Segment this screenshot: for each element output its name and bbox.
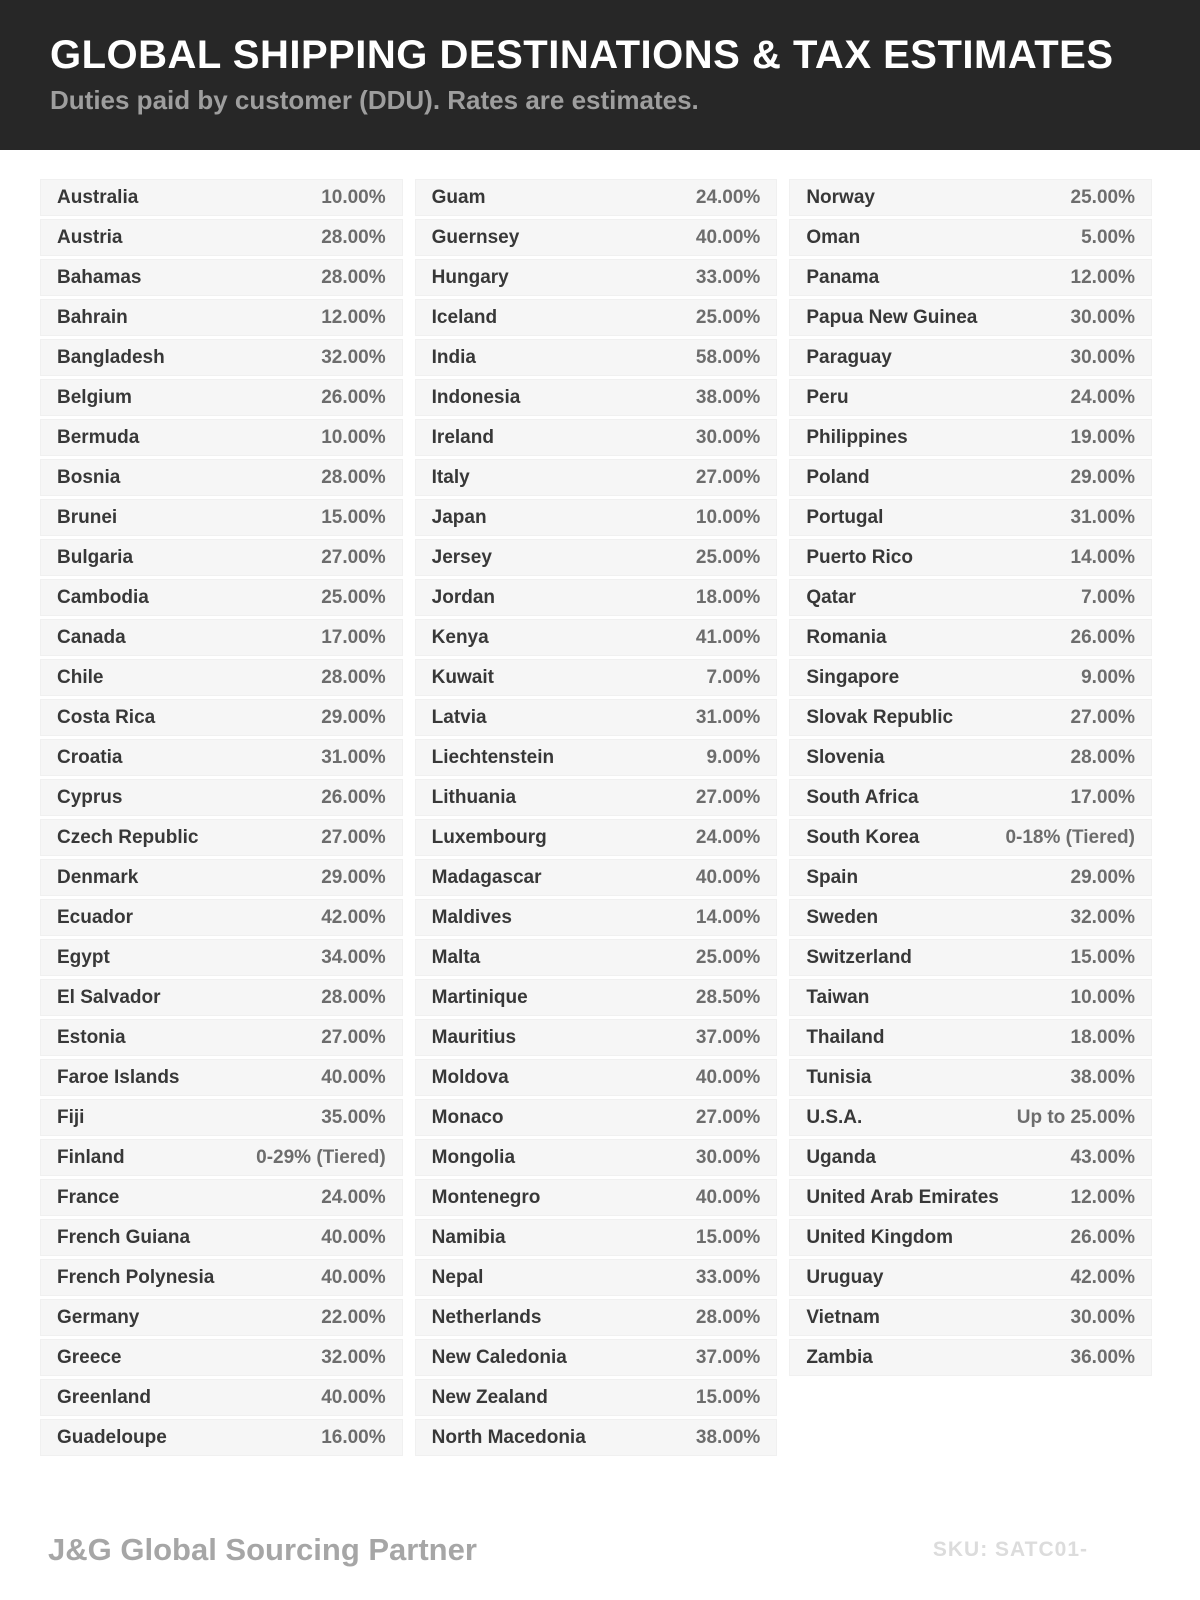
tax-rate: 7.00% (706, 666, 761, 688)
tax-rate: 40.00% (321, 1266, 386, 1288)
country-name: Brunei (57, 506, 118, 528)
tax-rate: 28.00% (695, 1306, 761, 1328)
country-name: French Guiana (57, 1226, 191, 1248)
country-name: North Macedonia (431, 1426, 586, 1448)
table-row (789, 979, 1152, 1016)
country-name: Guadeloupe (57, 1426, 167, 1448)
tax-rate: 43.00% (1070, 1146, 1135, 1168)
tax-rate: 40.00% (321, 1066, 386, 1088)
country-name: Monaco (431, 1106, 504, 1128)
country-name: Denmark (57, 866, 139, 888)
tax-rate: 30.00% (1070, 1306, 1135, 1328)
tax-rate: 27.00% (695, 1106, 761, 1128)
table-row (789, 219, 1152, 256)
table-row (40, 619, 403, 656)
tax-rate: 7.00% (1081, 586, 1135, 608)
country-name: Kenya (431, 626, 489, 648)
tax-rate: 33.00% (695, 1266, 761, 1288)
table-row (415, 1099, 778, 1136)
table-row (789, 899, 1152, 936)
table-row (415, 219, 778, 256)
tax-rate: 25.00% (695, 306, 761, 328)
country-name: Slovak Republic (806, 706, 954, 728)
table-row (415, 819, 778, 856)
table-row (40, 699, 403, 736)
country-name: Czech Republic (57, 826, 199, 848)
country-name: Panama (806, 266, 880, 288)
country-name: Nepal (431, 1266, 484, 1288)
tax-rate: 24.00% (1070, 386, 1135, 408)
tax-rate: 5.00% (1081, 226, 1135, 248)
tax-rate: 58.00% (695, 346, 761, 368)
tax-rate: 40.00% (695, 1066, 761, 1088)
tax-rate: 19.00% (1070, 426, 1135, 448)
tax-rate: 14.00% (695, 906, 761, 928)
country-name: Belgium (57, 386, 132, 408)
tax-rate: 42.00% (1070, 1266, 1135, 1288)
table-row (789, 859, 1152, 896)
table-row (415, 1419, 778, 1456)
country-name: Malta (431, 946, 481, 968)
country-name: Austria (57, 226, 123, 248)
table-row (415, 1059, 778, 1096)
country-name: Cyprus (57, 786, 123, 808)
country-name: Slovenia (806, 746, 885, 768)
tax-rate: 31.00% (321, 746, 386, 768)
table-row (40, 219, 403, 256)
tax-rate: 15.00% (695, 1226, 761, 1248)
country-name: Oman (806, 226, 861, 248)
table-row (789, 659, 1152, 696)
tax-rate: 27.00% (695, 466, 761, 488)
tax-rate: 16.00% (321, 1426, 386, 1448)
table-row (415, 779, 778, 816)
table-row (40, 1299, 403, 1336)
country-name: Kuwait (431, 666, 494, 688)
tax-rate: 26.00% (321, 786, 386, 808)
country-name: Hungary (431, 266, 509, 288)
tax-rate: Up to 25.00% (1016, 1106, 1135, 1128)
table-row (415, 699, 778, 736)
table-row (40, 1419, 403, 1456)
rate-column-3 (789, 179, 1152, 1379)
country-name: Fiji (57, 1106, 85, 1128)
table-row (40, 739, 403, 776)
table-row (415, 619, 778, 656)
country-name: Bosnia (57, 466, 121, 488)
tax-rate: 28.50% (695, 986, 761, 1008)
country-name: Sweden (806, 906, 879, 928)
table-row (40, 819, 403, 856)
rates-table (0, 150, 1200, 1459)
country-name: Finland (57, 1146, 125, 1168)
tax-rate: 28.00% (321, 226, 386, 248)
country-name: Liechtenstein (431, 746, 555, 768)
table-row (789, 1019, 1152, 1056)
table-row (415, 179, 778, 216)
tax-rate: 24.00% (321, 1186, 386, 1208)
table-row (789, 459, 1152, 496)
country-name: Greece (57, 1346, 122, 1368)
table-row (789, 819, 1152, 856)
table-row (789, 1299, 1152, 1336)
country-name: Canada (57, 626, 126, 648)
table-row (415, 539, 778, 576)
country-name: Vietnam (806, 1306, 880, 1328)
country-name: Egypt (57, 946, 110, 968)
tax-rate: 17.00% (1070, 786, 1135, 808)
table-row (40, 659, 403, 696)
table-row (415, 939, 778, 976)
table-row (40, 1339, 403, 1376)
tax-rate: 42.00% (321, 906, 386, 928)
table-row (40, 1099, 403, 1136)
table-row (415, 979, 778, 1016)
country-name: Lithuania (431, 786, 517, 808)
tax-rate: 38.00% (695, 386, 761, 408)
country-name: Cambodia (57, 586, 149, 608)
tax-rate: 15.00% (1070, 946, 1135, 968)
rate-column-2 (415, 179, 778, 1459)
tax-rate: 10.00% (1070, 986, 1135, 1008)
country-name: Qatar (806, 586, 856, 608)
country-name: Papua New Guinea (806, 306, 978, 328)
country-name: Poland (806, 466, 870, 488)
country-name: Mongolia (431, 1146, 516, 1168)
table-row (415, 259, 778, 296)
table-row (789, 379, 1152, 416)
tax-rate: 28.00% (321, 466, 386, 488)
tax-rate: 9.00% (706, 746, 761, 768)
country-name: Germany (57, 1306, 140, 1328)
tax-rate: 24.00% (695, 186, 761, 208)
table-row (415, 299, 778, 336)
table-row (789, 1099, 1152, 1136)
table-row (415, 739, 778, 776)
tax-rate: 25.00% (695, 546, 761, 568)
tax-rate: 0-18% (Tiered) (1005, 826, 1135, 848)
country-name: New Caledonia (431, 1346, 567, 1368)
tax-rate: 0-29% (Tiered) (256, 1146, 386, 1168)
page-title: GLOBAL SHIPPING DESTINATIONS & TAX ESTIMATES (50, 33, 1114, 77)
table-row (789, 179, 1152, 216)
country-name: Ecuador (57, 906, 134, 928)
country-name: Uganda (806, 1146, 877, 1168)
tax-rate: 26.00% (1070, 626, 1135, 648)
table-row (40, 499, 403, 536)
country-name: Spain (806, 866, 859, 888)
country-name: New Zealand (431, 1386, 548, 1408)
country-name: Chile (57, 666, 104, 688)
tax-rate: 34.00% (321, 946, 386, 968)
table-row (415, 1339, 778, 1376)
country-name: Zambia (806, 1346, 873, 1368)
country-name: Japan (431, 506, 487, 528)
table-row (789, 1059, 1152, 1096)
table-row (40, 899, 403, 936)
table-row (415, 499, 778, 536)
country-name: Portugal (806, 506, 884, 528)
tax-rate: 29.00% (321, 706, 386, 728)
table-row (789, 619, 1152, 656)
tax-rate: 27.00% (321, 546, 386, 568)
table-row (789, 419, 1152, 456)
country-name: France (57, 1186, 120, 1208)
country-name: Australia (57, 186, 139, 208)
tax-rate: 40.00% (321, 1386, 386, 1408)
tax-rate: 29.00% (1070, 866, 1135, 888)
table-row (789, 1219, 1152, 1256)
table-row (789, 739, 1152, 776)
table-row (40, 419, 403, 456)
table-row (40, 1219, 403, 1256)
country-name: Paraguay (806, 346, 892, 368)
table-row (40, 1379, 403, 1416)
country-name: Montenegro (431, 1186, 541, 1208)
tax-rate: 40.00% (695, 226, 761, 248)
country-name: Jordan (431, 586, 496, 608)
tax-rate: 38.00% (1070, 1066, 1135, 1088)
table-row (40, 339, 403, 376)
country-name: Bangladesh (57, 346, 165, 368)
tax-rate: 32.00% (1070, 906, 1135, 928)
tax-rate: 10.00% (321, 426, 386, 448)
country-name: Jersey (431, 546, 492, 568)
country-name: Martinique (431, 986, 528, 1008)
page-subtitle: Duties paid by customer (DDU). Rates are estimates. (50, 85, 699, 115)
table-row (40, 1179, 403, 1216)
table-row (40, 1019, 403, 1056)
tax-rate: 27.00% (695, 786, 761, 808)
country-name: Bermuda (57, 426, 140, 448)
tax-rate: 27.00% (321, 826, 386, 848)
tax-rate: 28.00% (321, 666, 386, 688)
table-row (789, 1179, 1152, 1216)
table-row (415, 1139, 778, 1176)
table-row (40, 939, 403, 976)
country-name: Moldova (431, 1066, 509, 1088)
tax-rate: 30.00% (1070, 306, 1135, 328)
country-name: Guernsey (431, 226, 520, 248)
country-name: Bahamas (57, 266, 142, 288)
table-row (789, 579, 1152, 616)
country-name: French Polynesia (57, 1266, 215, 1288)
tax-rate: 12.00% (321, 306, 386, 328)
country-name: Thailand (806, 1026, 885, 1048)
table-row (40, 1059, 403, 1096)
country-name: Netherlands (431, 1306, 542, 1328)
country-name: Indonesia (431, 386, 521, 408)
tax-rate: 27.00% (1070, 706, 1135, 728)
tax-rate: 29.00% (321, 866, 386, 888)
table-row (789, 699, 1152, 736)
country-name: Philippines (806, 426, 908, 448)
table-row (40, 539, 403, 576)
tax-rate: 10.00% (695, 506, 761, 528)
table-row (415, 1259, 778, 1296)
tax-rate: 25.00% (1070, 186, 1135, 208)
table-row (789, 339, 1152, 376)
tax-rate: 14.00% (1070, 546, 1135, 568)
page-header (0, 0, 1200, 150)
country-name: Bahrain (57, 306, 128, 328)
table-row (415, 339, 778, 376)
tax-rate: 22.00% (321, 1306, 386, 1328)
country-name: Tunisia (806, 1066, 872, 1088)
country-name: Madagascar (431, 866, 542, 888)
table-row (415, 1019, 778, 1056)
tax-rate: 12.00% (1070, 1186, 1135, 1208)
tax-rate: 27.00% (321, 1026, 386, 1048)
table-row (789, 259, 1152, 296)
tax-rate: 32.00% (321, 346, 386, 368)
table-row (415, 899, 778, 936)
country-name: Taiwan (806, 986, 870, 1008)
tax-rate: 30.00% (695, 426, 761, 448)
table-row (415, 1179, 778, 1216)
tax-rate: 40.00% (695, 1186, 761, 1208)
table-row (40, 1139, 403, 1176)
tax-rate: 41.00% (695, 626, 761, 648)
table-row (415, 859, 778, 896)
table-row (40, 259, 403, 296)
tax-rate: 35.00% (321, 1106, 386, 1128)
table-row (40, 459, 403, 496)
table-row (789, 1339, 1152, 1376)
country-name: India (431, 346, 476, 368)
country-name: U.S.A. (806, 1106, 863, 1128)
tax-rate: 37.00% (695, 1346, 761, 1368)
table-row (789, 539, 1152, 576)
tax-rate: 26.00% (321, 386, 386, 408)
country-name: Greenland (57, 1386, 151, 1408)
country-name: Italy (431, 466, 470, 488)
tax-rate: 31.00% (695, 706, 761, 728)
country-name: South Africa (806, 786, 919, 808)
tax-rate: 40.00% (695, 866, 761, 888)
country-name: Peru (806, 386, 849, 408)
tax-rate: 28.00% (321, 266, 386, 288)
table-row (415, 659, 778, 696)
tax-rate: 12.00% (1070, 266, 1135, 288)
country-name: Norway (806, 186, 875, 208)
country-name: Romania (806, 626, 887, 648)
tax-rate: 30.00% (1070, 346, 1135, 368)
tax-rate: 26.00% (1070, 1226, 1135, 1248)
country-name: Iceland (431, 306, 498, 328)
tax-rate: 10.00% (321, 186, 386, 208)
country-name: Namibia (431, 1226, 506, 1248)
country-name: Guam (431, 186, 486, 208)
table-row (40, 299, 403, 336)
country-name: Puerto Rico (806, 546, 913, 568)
table-row (789, 1259, 1152, 1296)
country-name: Uruguay (806, 1266, 884, 1288)
country-name: Bulgaria (57, 546, 134, 568)
table-row (40, 379, 403, 416)
tax-rate: 37.00% (695, 1026, 761, 1048)
country-name: Maldives (431, 906, 512, 928)
tax-rate: 18.00% (1070, 1026, 1135, 1048)
country-name: Ireland (431, 426, 494, 448)
country-name: Croatia (57, 746, 123, 768)
table-row (415, 579, 778, 616)
country-name: United Kingdom (806, 1226, 954, 1248)
tax-rate: 38.00% (695, 1426, 761, 1448)
table-row (40, 579, 403, 616)
country-name: El Salvador (57, 986, 161, 1008)
tax-rate: 25.00% (321, 586, 386, 608)
table-row (415, 1219, 778, 1256)
table-row (415, 1379, 778, 1416)
tax-rate: 29.00% (1070, 466, 1135, 488)
country-name: Faroe Islands (57, 1066, 180, 1088)
table-row (40, 179, 403, 216)
rate-column-1 (40, 179, 403, 1459)
country-name: Luxembourg (431, 826, 547, 848)
tax-rate: 17.00% (321, 626, 386, 648)
tax-rate: 9.00% (1081, 666, 1135, 688)
table-row (789, 499, 1152, 536)
tax-rate: 40.00% (321, 1226, 386, 1248)
table-row (789, 299, 1152, 336)
tax-rate: 24.00% (695, 826, 761, 848)
country-name: Switzerland (806, 946, 912, 968)
table-row (415, 1299, 778, 1336)
tax-rate: 31.00% (1070, 506, 1135, 528)
country-name: Costa Rica (57, 706, 156, 728)
country-name: Singapore (806, 666, 900, 688)
tax-rate: 32.00% (321, 1346, 386, 1368)
country-name: United Arab Emirates (806, 1186, 999, 1208)
table-row (40, 779, 403, 816)
tax-rate: 15.00% (695, 1386, 761, 1408)
tax-rate: 36.00% (1070, 1346, 1135, 1368)
table-row (789, 1139, 1152, 1176)
table-row (789, 939, 1152, 976)
table-row (40, 979, 403, 1016)
brand-name: J&G Global Sourcing Partner (48, 1532, 477, 1567)
tax-rate: 28.00% (321, 986, 386, 1008)
page-footer (0, 1532, 1200, 1568)
table-row (40, 1259, 403, 1296)
country-name: Latvia (431, 706, 487, 728)
table-row (415, 379, 778, 416)
table-row (789, 779, 1152, 816)
sku-label: SKU: SATC01- (932, 1538, 1088, 1561)
tax-rate: 30.00% (695, 1146, 761, 1168)
table-row (415, 419, 778, 456)
table-row (415, 459, 778, 496)
tax-rate: 15.00% (321, 506, 386, 528)
tax-rate: 18.00% (695, 586, 761, 608)
country-name: South Korea (806, 826, 920, 848)
country-name: Estonia (57, 1026, 126, 1048)
table-row (40, 859, 403, 896)
tax-rate: 33.00% (695, 266, 761, 288)
country-name: Mauritius (431, 1026, 517, 1048)
tax-rate: 25.00% (695, 946, 761, 968)
tax-rate: 28.00% (1070, 746, 1135, 768)
